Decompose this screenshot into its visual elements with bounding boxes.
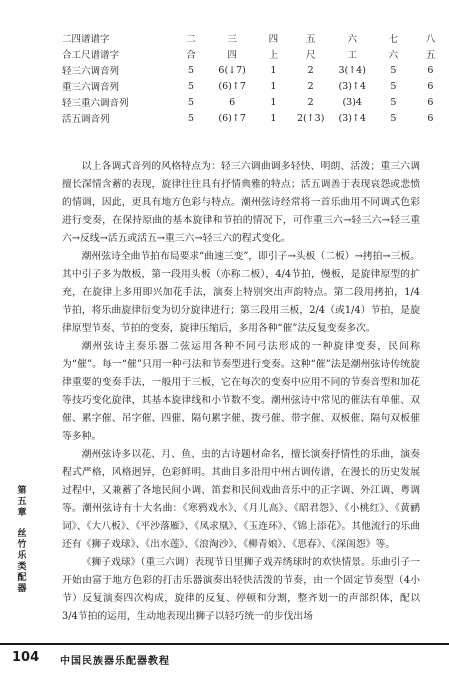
row-label: 活五调音列 (62, 114, 110, 125)
table-cell: (3)4 (342, 96, 362, 108)
table-cell: 5 (187, 80, 194, 92)
table-cell: 六 (388, 50, 399, 61)
page-number: 104 (12, 650, 40, 665)
table-cell: 2 (307, 64, 314, 76)
table-cell: 5 (187, 96, 194, 108)
table-row (60, 46, 449, 62)
table-cell: 五 (425, 50, 436, 61)
paragraph: 潮州弦诗全曲节拍布局要求“曲速三变”，即引子→头板（二板）→拷拍→三板。其中引子多为散板，第一段用头板（亦称二板），4/4节拍，慢板，是旋律原型的扩充，在旋律上多用即兴加花手法，演奏上特别突出声韵特点。第二段用拷拍，1/4节拍，将乐曲旋律衍变为切分旋律进行；第三段用三板，2/4（或1/4）节拍，是旋律原型节奏、节拍的变奏，旋律压缩后，多用各种“催”法反复变奏多次。 (62, 251, 420, 334)
body-text (62, 158, 420, 626)
row-label: 合工尺谱谱字 (62, 50, 120, 61)
table-cell: 5 (187, 64, 194, 76)
chapter-title-char: 配 (17, 573, 27, 583)
table-cell: 5 (390, 112, 397, 124)
row-label: 轻三重六调音列 (62, 98, 129, 109)
table-cell: (6)↑7 (218, 112, 246, 124)
table-cell: 四 (227, 50, 237, 61)
paragraph: 潮州弦诗多以花、月、鱼、虫的古诗题材命名，擅长演奏抒情性的乐曲，演奏程式严格，风格迥异，色彩鲜明。其曲目多沿用中州古调传谱，在漫长的历史发展过程中，又兼蓄了各地民间小调、笛套和民间戏曲音乐中的正字调、外江调、粤调等。潮州弦诗有十大名曲：《寒鸦戏水》、《月儿高》、《昭君怨》、《小桃红》、《黄鹂词》、《大八板》、《平沙落雁》、《凤求凰》、《玉连环》、《锦上添花》。其他流行的乐曲还有《狮子戏球》、《出水莲》、《浪淘沙》、《柳青娘》、《思春》、《深闺怨》等。 (62, 449, 420, 550)
chapter-char: 章 (17, 508, 27, 518)
row-label: 重三六调音列 (62, 82, 120, 93)
table-cell: 6 (427, 96, 434, 108)
table-cell: 六 (347, 34, 357, 45)
chapter-char: 第 (17, 486, 27, 496)
row-label: 二四谱谱字 (62, 34, 110, 45)
table-cell: 2 (307, 80, 314, 92)
paragraph: 潮州弦诗主奏乐器二弦运用各种不同弓法形成的一种旋律变奏，民间称为“催”。每一“催”只用一种弓法和节奏型进行变奏。这种“催”法是潮州弦诗传统旋律重要的变奏手法，一般用于三板，它在每次的变奏中应用不同的节奏音型和加花等技巧变化旋律，其基本旋律线和小节数不变。潮州弦诗中常见的催法有单催、双催、累字催、吊字催、四催、隔句累字催、拨弓催、带字催、双板催、隔句双板催等多种。 (62, 341, 420, 442)
table-cell: 6(↓7) (218, 64, 246, 76)
chapter-title-char: 丝 (17, 529, 27, 539)
table-row (60, 110, 449, 126)
table-cell: (3)↑4 (338, 112, 366, 124)
table-cell: 尺 (305, 50, 316, 61)
paragraph: 《狮子戏球》（重三六调）表现节日里狮子戏弄绣球时的欢快情景。乐曲引子一开始由富于地方色彩的打击乐器演奏出轻快活泼的节奏，由一个固定节奏型（4小节）反复演奏四次构成，旋律的反复、停顿和分割，整齐划一的声部织体，配以3/4节拍的运用，生动地表现出狮子以轻巧统一的步伐出场 (62, 557, 420, 622)
table-cell: 五 (305, 34, 316, 45)
table-cell: 2 (307, 96, 314, 108)
table-cell: 1 (270, 64, 277, 76)
table-cell: (3)↑4 (338, 80, 366, 92)
table-cell: 1 (270, 112, 277, 124)
table-row (60, 78, 449, 94)
chapter-title-char: 类 (17, 562, 27, 572)
table-cell: 二 (186, 34, 196, 45)
table-cell: 四 (268, 34, 279, 45)
chapter-title-char: 竹 (17, 540, 27, 550)
table-cell: 工 (347, 50, 357, 61)
table-cell: 6 (427, 64, 434, 76)
table-row (60, 62, 449, 78)
table-cell: 5 (390, 64, 397, 76)
footer-rule (0, 643, 449, 645)
table-cell: 三 (227, 34, 237, 45)
table-cell: 七 (388, 34, 399, 45)
book-title: 中国民族器乐配器教程 (60, 656, 170, 667)
table-cell: 1 (270, 80, 277, 92)
chapter-title-char: 乐 (17, 551, 27, 561)
row-label: 轻三六调音列 (62, 66, 120, 77)
table-cell: 1 (270, 96, 277, 108)
paragraph: 以上各调式音列的风格特点为：轻三六调曲调多轻快、明朗、活泼；重三六调擅长深情含蓄的表现，旋律往往具有抒情典雅的特点；活五调善于表现哀怨或悲愤的情调，因此，更具有地方色彩与特点。潮州弦诗经常将一首乐曲用不同调式色彩进行变奏，在保持原曲的基本旋律和节拍的情况下，可作重三六→轻三六→轻三重六→反线→活五或活五→重三六→轻三六的程式变化。 (62, 161, 420, 244)
table-cell: 合 (186, 50, 196, 61)
table-row (60, 30, 449, 46)
table-cell: 5 (390, 80, 397, 92)
table-cell: 八 (425, 34, 436, 45)
chapter-char: 五 (17, 497, 27, 507)
table-cell: 2(↑3) (296, 112, 325, 124)
table-cell: 5 (187, 112, 194, 124)
table-cell: 6 (229, 96, 236, 108)
scale-table (60, 30, 449, 126)
table-cell: 6 (427, 80, 434, 92)
table-cell: (6)↑7 (218, 80, 246, 92)
chapter-title-char: 器 (17, 584, 27, 594)
table-cell: 5 (390, 96, 397, 108)
table-row (60, 94, 449, 110)
chapter-sidebar (14, 486, 30, 595)
table-cell: 上 (268, 50, 279, 61)
table-cell: 6 (427, 112, 434, 124)
table-cell: 3(↑4) (338, 64, 366, 76)
